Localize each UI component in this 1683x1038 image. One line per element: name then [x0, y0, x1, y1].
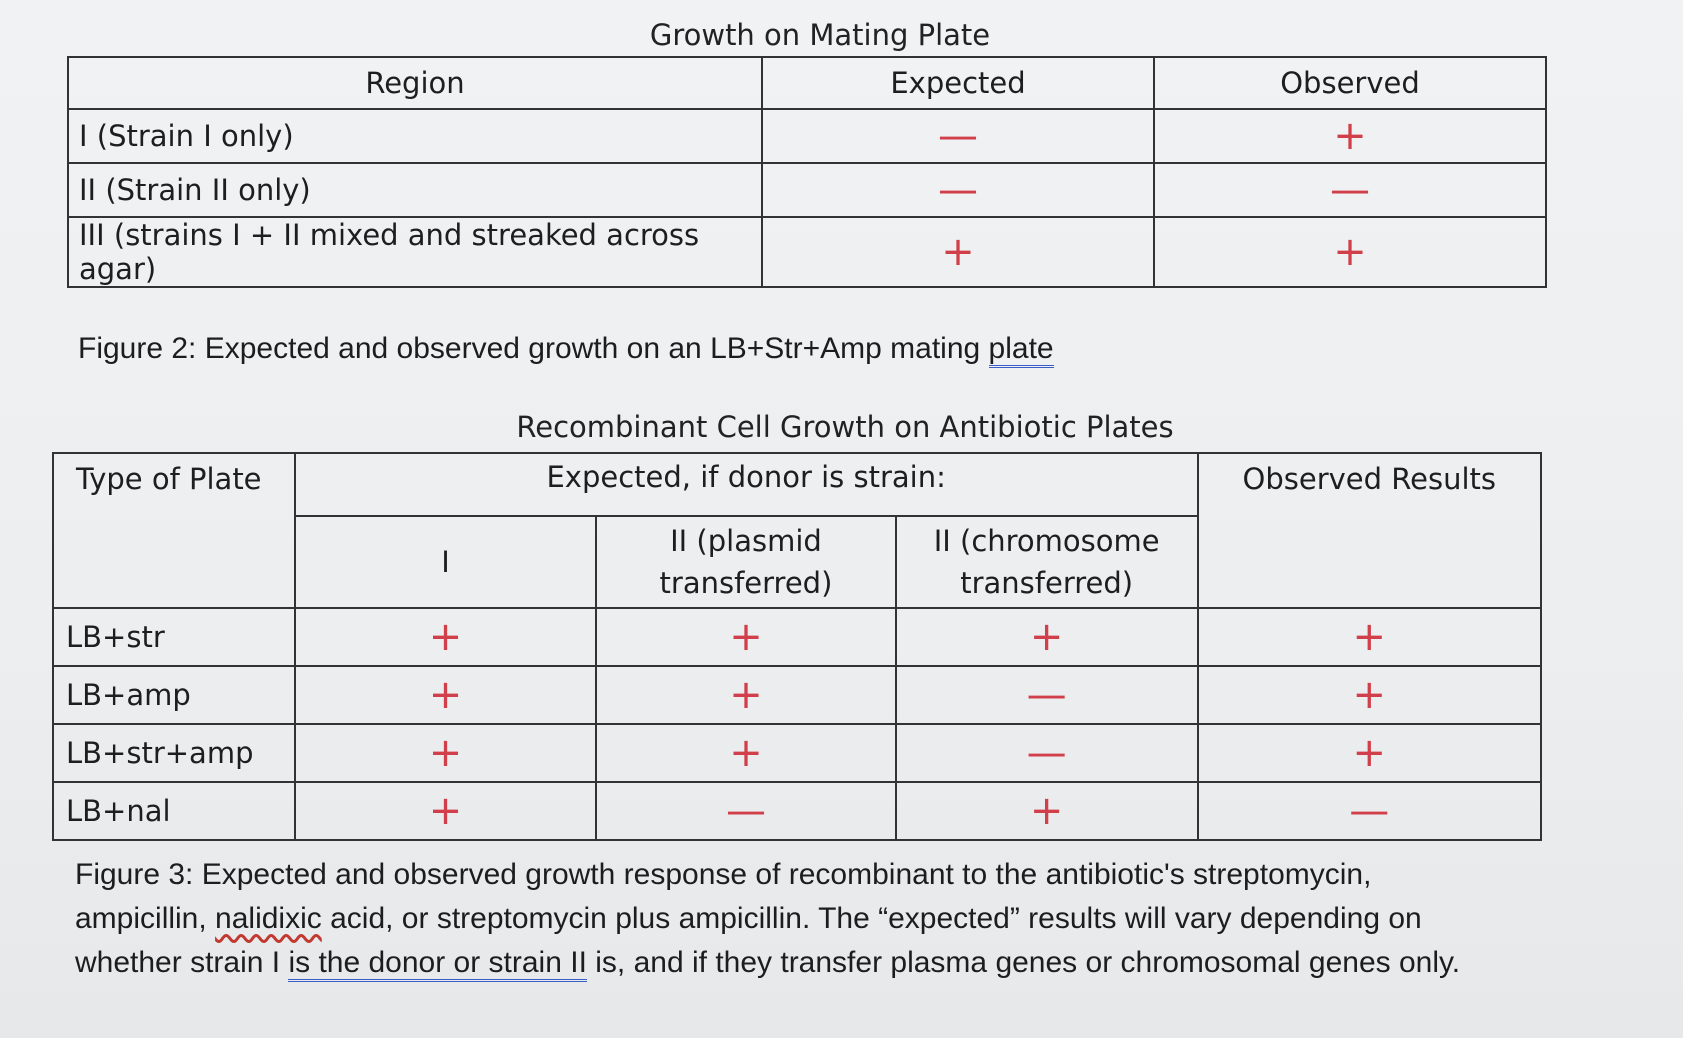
caption-text: is, and if they transfer plasma genes or chromosomal genes only.	[586, 946, 1461, 979]
table-row	[53, 724, 1541, 782]
handwritten-mark: +	[428, 788, 463, 834]
subheader-strain-i: I	[295, 516, 596, 608]
strain-ii-plasmid-cell	[596, 666, 896, 724]
figure-2-underlined-word: plate	[989, 332, 1054, 368]
observed-cell	[1154, 109, 1546, 163]
strain-ii-plasmid-cell	[596, 724, 896, 782]
observed-cell	[1154, 217, 1546, 287]
handwritten-mark: +	[729, 614, 763, 660]
handwritten-mark: +	[1029, 788, 1064, 834]
table-row	[68, 163, 1546, 217]
header-expected-donor: Expected, if donor is strain:	[295, 453, 1198, 516]
handwritten-mark: —	[1330, 167, 1370, 213]
handwritten-mark: +	[1352, 672, 1387, 718]
table-row	[53, 608, 1541, 666]
expected-cell	[762, 109, 1154, 163]
region-cell: III (strains I + II mixed and streaked across agar)	[68, 217, 762, 287]
figure-2-caption	[78, 327, 1378, 371]
handwritten-mark: +	[1029, 614, 1064, 660]
handwritten-mark: —	[1349, 788, 1390, 834]
strain-i-cell	[295, 724, 596, 782]
expected-cell	[762, 163, 1154, 217]
observed-cell	[1198, 666, 1541, 724]
strain-ii-chromosome-cell	[896, 782, 1198, 840]
table-row	[53, 666, 1541, 724]
header-expected: Expected	[762, 57, 1154, 109]
handwritten-mark: —	[938, 167, 978, 213]
table-row	[68, 109, 1546, 163]
strain-ii-chromosome-cell	[896, 724, 1198, 782]
plate-type-cell: LB+amp	[53, 666, 295, 724]
plate-type-cell: LB+str+amp	[53, 724, 295, 782]
subheader-line: transferred)	[960, 566, 1134, 600]
handwritten-mark: —	[1026, 730, 1067, 776]
handwritten-mark: +	[729, 672, 763, 718]
caption-line: Figure 3: Expected and observed growth response of recombinant to the antibiotic's streptomycin,	[75, 858, 1372, 891]
header-region: Region	[68, 57, 762, 109]
region-cell: I (Strain I only)	[68, 109, 762, 163]
observed-cell	[1198, 782, 1541, 840]
figure-2-text: Figure 2: Expected and observed growth on an LB+Str+Amp mating	[78, 332, 989, 365]
caption-text: ampicillin,	[75, 902, 216, 935]
plate-type-cell: LB+str	[53, 608, 295, 666]
observed-cell	[1154, 163, 1546, 217]
caption-text: whether strain I	[75, 946, 289, 979]
caption-text: acid, or streptomycin plus ampicillin. The “expected” results will vary depending on	[321, 902, 1422, 935]
handwritten-mark: +	[1352, 614, 1387, 660]
strain-i-cell	[295, 782, 596, 840]
strain-i-cell	[295, 666, 596, 724]
handwritten-mark: +	[729, 730, 763, 776]
subheader-strain-ii-chromosome	[896, 516, 1198, 608]
region-cell: II (Strain II only)	[68, 163, 762, 217]
subheader-line: II (chromosome	[933, 524, 1160, 558]
recombinant-table-title: Recombinant Cell Growth on Antibiotic Plates	[516, 410, 1174, 444]
handwritten-mark: —	[725, 788, 766, 834]
handwritten-mark: +	[1333, 113, 1367, 159]
header-observed-results: Observed Results	[1198, 453, 1541, 608]
caption-line	[75, 897, 1635, 941]
handwritten-mark: —	[1026, 672, 1067, 718]
table-row	[68, 217, 1546, 287]
mating-plate-table	[67, 56, 1547, 288]
table-header-row	[53, 453, 1541, 516]
mating-table-title: Growth on Mating Plate	[649, 18, 991, 52]
handwritten-mark: +	[428, 672, 463, 718]
plate-type-cell: LB+nal	[53, 782, 295, 840]
strain-i-cell	[295, 608, 596, 666]
strain-ii-plasmid-cell	[596, 608, 896, 666]
header-observed: Observed	[1154, 57, 1546, 109]
grammar-flagged-phrase: is the donor or strain II	[288, 946, 586, 982]
subheader-line: II (plasmid	[670, 524, 822, 558]
table-header-row	[68, 57, 1546, 109]
handwritten-mark: +	[428, 730, 463, 776]
observed-cell	[1198, 608, 1541, 666]
handwritten-mark: +	[1333, 229, 1367, 275]
strain-ii-chromosome-cell	[896, 608, 1198, 666]
figure-3-caption	[75, 853, 1635, 985]
recombinant-growth-table	[52, 452, 1542, 841]
handwritten-mark: +	[1352, 730, 1387, 776]
subheader-strain-ii-plasmid	[596, 516, 896, 608]
subheader-line: transferred)	[659, 566, 833, 600]
header-type-of-plate: Type of Plate	[53, 453, 295, 608]
expected-cell	[762, 217, 1154, 287]
handwritten-mark: +	[941, 229, 975, 275]
strain-ii-plasmid-cell	[596, 782, 896, 840]
observed-cell	[1198, 724, 1541, 782]
table-row	[53, 782, 1541, 840]
handwritten-mark: —	[938, 113, 978, 159]
caption-line	[75, 941, 1635, 985]
handwritten-mark: +	[428, 614, 463, 660]
spellcheck-word: nalidixic	[215, 902, 322, 935]
strain-ii-chromosome-cell	[896, 666, 1198, 724]
